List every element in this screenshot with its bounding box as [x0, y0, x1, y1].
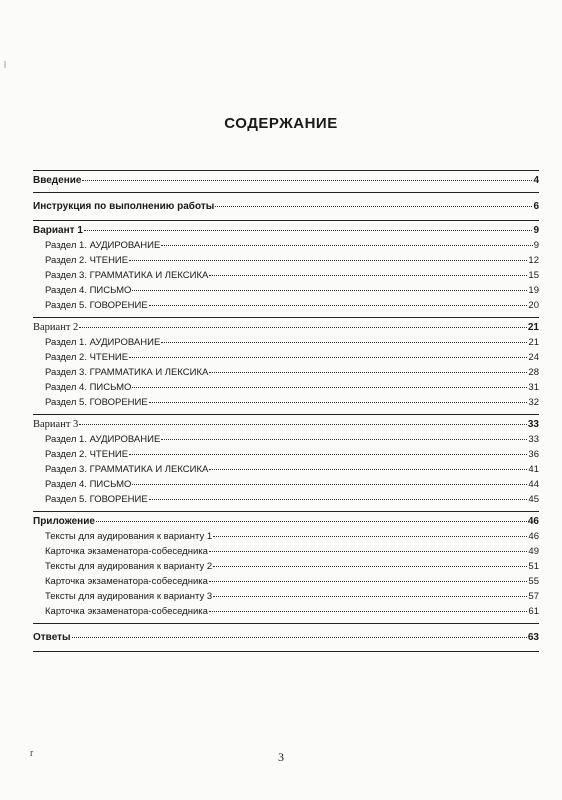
leader-dots — [209, 542, 528, 552]
toc-entry-label: Вариант 2 — [33, 322, 79, 333]
page-title: СОДЕРЖАНИЕ — [224, 115, 338, 132]
toc-subentry[interactable] — [33, 298, 539, 313]
leader-dots — [161, 430, 527, 440]
toc-entry-instructions[interactable] — [33, 199, 539, 214]
toc-subentry-label: Карточка экзаменатора-собеседника — [45, 606, 208, 617]
toc-subentry-page: 32 — [528, 397, 539, 408]
scan-mark-top: ǀ — [4, 60, 7, 71]
toc-subentry-page: 61 — [528, 606, 539, 617]
toc-subentry-label: Раздел 5. ГОВОРЕНИЕ — [45, 397, 148, 408]
toc-subentry-label: Раздел 1. АУДИРОВАНИЕ — [45, 337, 161, 348]
toc-subentry-page: 55 — [528, 576, 539, 587]
leader-dots — [129, 445, 527, 455]
toc-subentry-label: Раздел 4. ПИСЬМО — [45, 285, 132, 296]
scan-mark-bottom: r — [30, 748, 34, 759]
toc-subentry-page: 20 — [528, 300, 539, 311]
toc-subentry-label: Карточка экзаменатора-собеседника — [45, 546, 208, 557]
toc-subentry-label: Раздел 4. ПИСЬМО — [45, 479, 132, 490]
leader-dots — [213, 527, 527, 537]
toc-subentry-page: 9 — [533, 240, 539, 251]
toc-subentry-label: Раздел 2. ЧТЕНИЕ — [45, 449, 129, 460]
leader-dots — [79, 318, 527, 328]
toc-section-intro — [33, 171, 539, 193]
leader-dots — [129, 251, 527, 261]
toc-section-variant1 — [33, 221, 539, 318]
toc-section-variant3 — [33, 415, 539, 512]
toc-subentry-label: Раздел 1. АУДИРОВАНИЕ — [45, 434, 161, 445]
leader-dots — [132, 281, 527, 291]
toc-entry-page: 4 — [533, 175, 539, 186]
toc-subentry-page: 21 — [528, 337, 539, 348]
toc-entry-page: 46 — [527, 516, 539, 527]
toc-entry-label: Инструкция по выполнению работы — [33, 201, 215, 212]
toc-section-variant2 — [33, 318, 539, 415]
toc-subentry-label: Раздел 2. ЧТЕНИЕ — [45, 352, 129, 363]
toc-subentry-label: Раздел 2. ЧТЕНИЕ — [45, 255, 129, 266]
toc-subentry-label: Раздел 3. ГРАММАТИКА И ЛЕКСИКА — [45, 464, 209, 475]
toc-entry-label: Вариант 1 — [33, 225, 83, 236]
toc-subentry-page: 24 — [528, 352, 539, 363]
leader-dots — [209, 572, 528, 582]
toc-entry-label: Введение — [33, 175, 82, 186]
leader-dots — [209, 266, 527, 276]
table-of-contents — [33, 170, 539, 652]
toc-subentry-page: 31 — [528, 382, 539, 393]
leader-dots — [132, 378, 527, 388]
toc-section-instructions — [33, 193, 539, 221]
leader-dots — [149, 296, 528, 306]
toc-entry-intro[interactable] — [33, 173, 539, 188]
leader-dots — [79, 415, 527, 425]
toc-entry-page: 21 — [527, 322, 539, 333]
toc-entry-label: Вариант 3 — [33, 419, 79, 430]
leader-dots — [149, 490, 528, 500]
toc-subentry-label: Тексты для аудирования к варианту 3 — [45, 591, 213, 602]
leader-dots — [72, 628, 527, 638]
leader-dots — [82, 171, 532, 181]
toc-subentry-page: 28 — [528, 367, 539, 378]
toc-entry-label: Приложение — [33, 516, 95, 527]
toc-subentry-page: 49 — [528, 546, 539, 557]
leader-dots — [209, 363, 527, 373]
leader-dots — [209, 460, 527, 470]
toc-subentry[interactable] — [33, 604, 539, 619]
toc-subentry[interactable] — [33, 395, 539, 410]
toc-subentry-page: 12 — [528, 255, 539, 266]
toc-subentry-page: 45 — [528, 494, 539, 505]
leader-dots — [161, 236, 532, 246]
toc-subentry[interactable] — [33, 492, 539, 507]
toc-subentry-label: Тексты для аудирования к варианту 1 — [45, 531, 213, 542]
toc-entry-label: Ответы — [33, 632, 71, 643]
leader-dots — [213, 587, 527, 597]
toc-subentry-page: 41 — [528, 464, 539, 475]
toc-subentry-page: 15 — [528, 270, 539, 281]
toc-section-answers — [33, 624, 539, 651]
toc-subentry-label: Раздел 4. ПИСЬМО — [45, 382, 132, 393]
toc-subentry-label: Раздел 3. ГРАММАТИКА И ЛЕКСИКА — [45, 367, 209, 378]
leader-dots — [149, 393, 528, 403]
page-number: 3 — [278, 750, 284, 764]
leader-dots — [129, 348, 527, 358]
toc-section-appendix — [33, 512, 539, 624]
leader-dots — [96, 512, 527, 522]
toc-entry-page: 33 — [527, 419, 539, 430]
toc-entry-page: 6 — [533, 201, 539, 212]
toc-subentry-page: 46 — [528, 531, 539, 542]
toc-entry-answers[interactable] — [33, 630, 539, 645]
leader-dots — [132, 475, 527, 485]
toc-subentry-label: Раздел 1. АУДИРОВАНИЕ — [45, 240, 161, 251]
toc-subentry-page: 51 — [528, 561, 539, 572]
toc-subentry-label: Раздел 5. ГОВОРЕНИЕ — [45, 494, 148, 505]
leader-dots — [84, 221, 533, 231]
toc-entry-page: 9 — [533, 225, 539, 236]
leader-dots — [209, 602, 528, 612]
toc-subentry-page: 57 — [528, 591, 539, 602]
toc-subentry-page: 19 — [528, 285, 539, 296]
toc-subentry-page: 33 — [528, 434, 539, 445]
toc-subentry-label: Раздел 5. ГОВОРЕНИЕ — [45, 300, 148, 311]
toc-subentry-page: 36 — [528, 449, 539, 460]
toc-subentry-page: 44 — [528, 479, 539, 490]
toc-subentry-label: Раздел 3. ГРАММАТИКА И ЛЕКСИКА — [45, 270, 209, 281]
toc-subentry-label: Карточка экзаменатора-собеседника — [45, 576, 208, 587]
leader-dots — [213, 557, 527, 567]
leader-dots — [215, 197, 532, 207]
toc-subentry-label: Тексты для аудирования к варианту 2 — [45, 561, 213, 572]
toc-entry-page: 63 — [527, 632, 539, 643]
leader-dots — [161, 333, 527, 343]
